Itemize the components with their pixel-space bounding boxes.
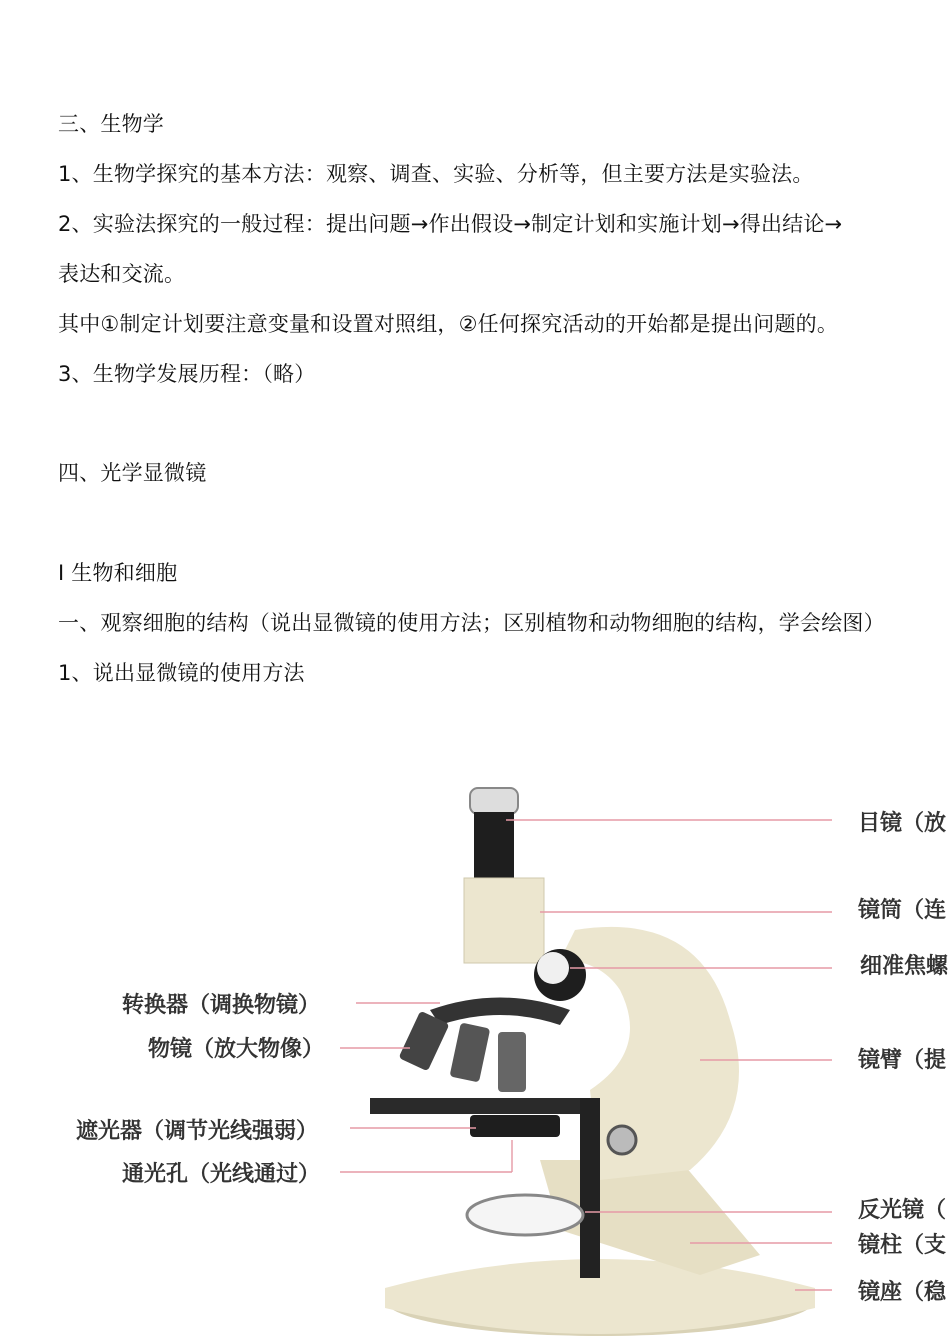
label-revolver: 转换器（调换物镜） bbox=[122, 993, 321, 1018]
label-mirror: 反光镜（ bbox=[858, 1198, 947, 1223]
subsection-heading-observe: 一、观察细胞的结构（说出显微镜的使用方法；区别植物和动物细胞的结构，学会绘图） bbox=[58, 611, 885, 635]
label-base: 镜座（稳 bbox=[858, 1280, 947, 1305]
paragraph-process-cont: 表达和交流。 bbox=[58, 262, 186, 286]
section-heading-cells: Ⅰ 生物和细胞 bbox=[58, 561, 178, 585]
label-arm: 镜臂（提 bbox=[858, 1048, 947, 1073]
paragraph-history: 3、生物学发展历程：（略） bbox=[58, 362, 316, 386]
label-tube: 镜筒（连 bbox=[858, 898, 947, 923]
label-fine-focus: 细准焦螺 bbox=[860, 954, 949, 979]
paragraph-methods: 1、生物学探究的基本方法：观察、调查、实验、分析等，但主要方法是实验法。 bbox=[58, 162, 814, 186]
label-aperture: 通光孔（光线通过） bbox=[122, 1162, 321, 1187]
item-heading-usage: 1、说出显微镜的使用方法 bbox=[58, 661, 305, 685]
microscope-figure bbox=[0, 760, 950, 1344]
label-pillar: 镜柱（支 bbox=[858, 1233, 947, 1258]
paragraph-notes: 其中①制定计划要注意变量和设置对照组，②任何探究活动的开始都是提出问题的。 bbox=[58, 312, 839, 336]
label-diaphragm: 遮光器（调节光线强弱） bbox=[76, 1119, 319, 1144]
paragraph-process: 2、实验法探究的一般过程：提出问题→作出假设→制定计划和实施计划→得出结论→ bbox=[58, 212, 843, 236]
section-heading-biology: 三、生物学 bbox=[58, 112, 164, 136]
label-objective: 物镜（放大物像） bbox=[148, 1037, 325, 1062]
label-eyepiece: 目镜（放 bbox=[858, 811, 947, 836]
section-heading-microscope: 四、光学显微镜 bbox=[58, 461, 207, 485]
